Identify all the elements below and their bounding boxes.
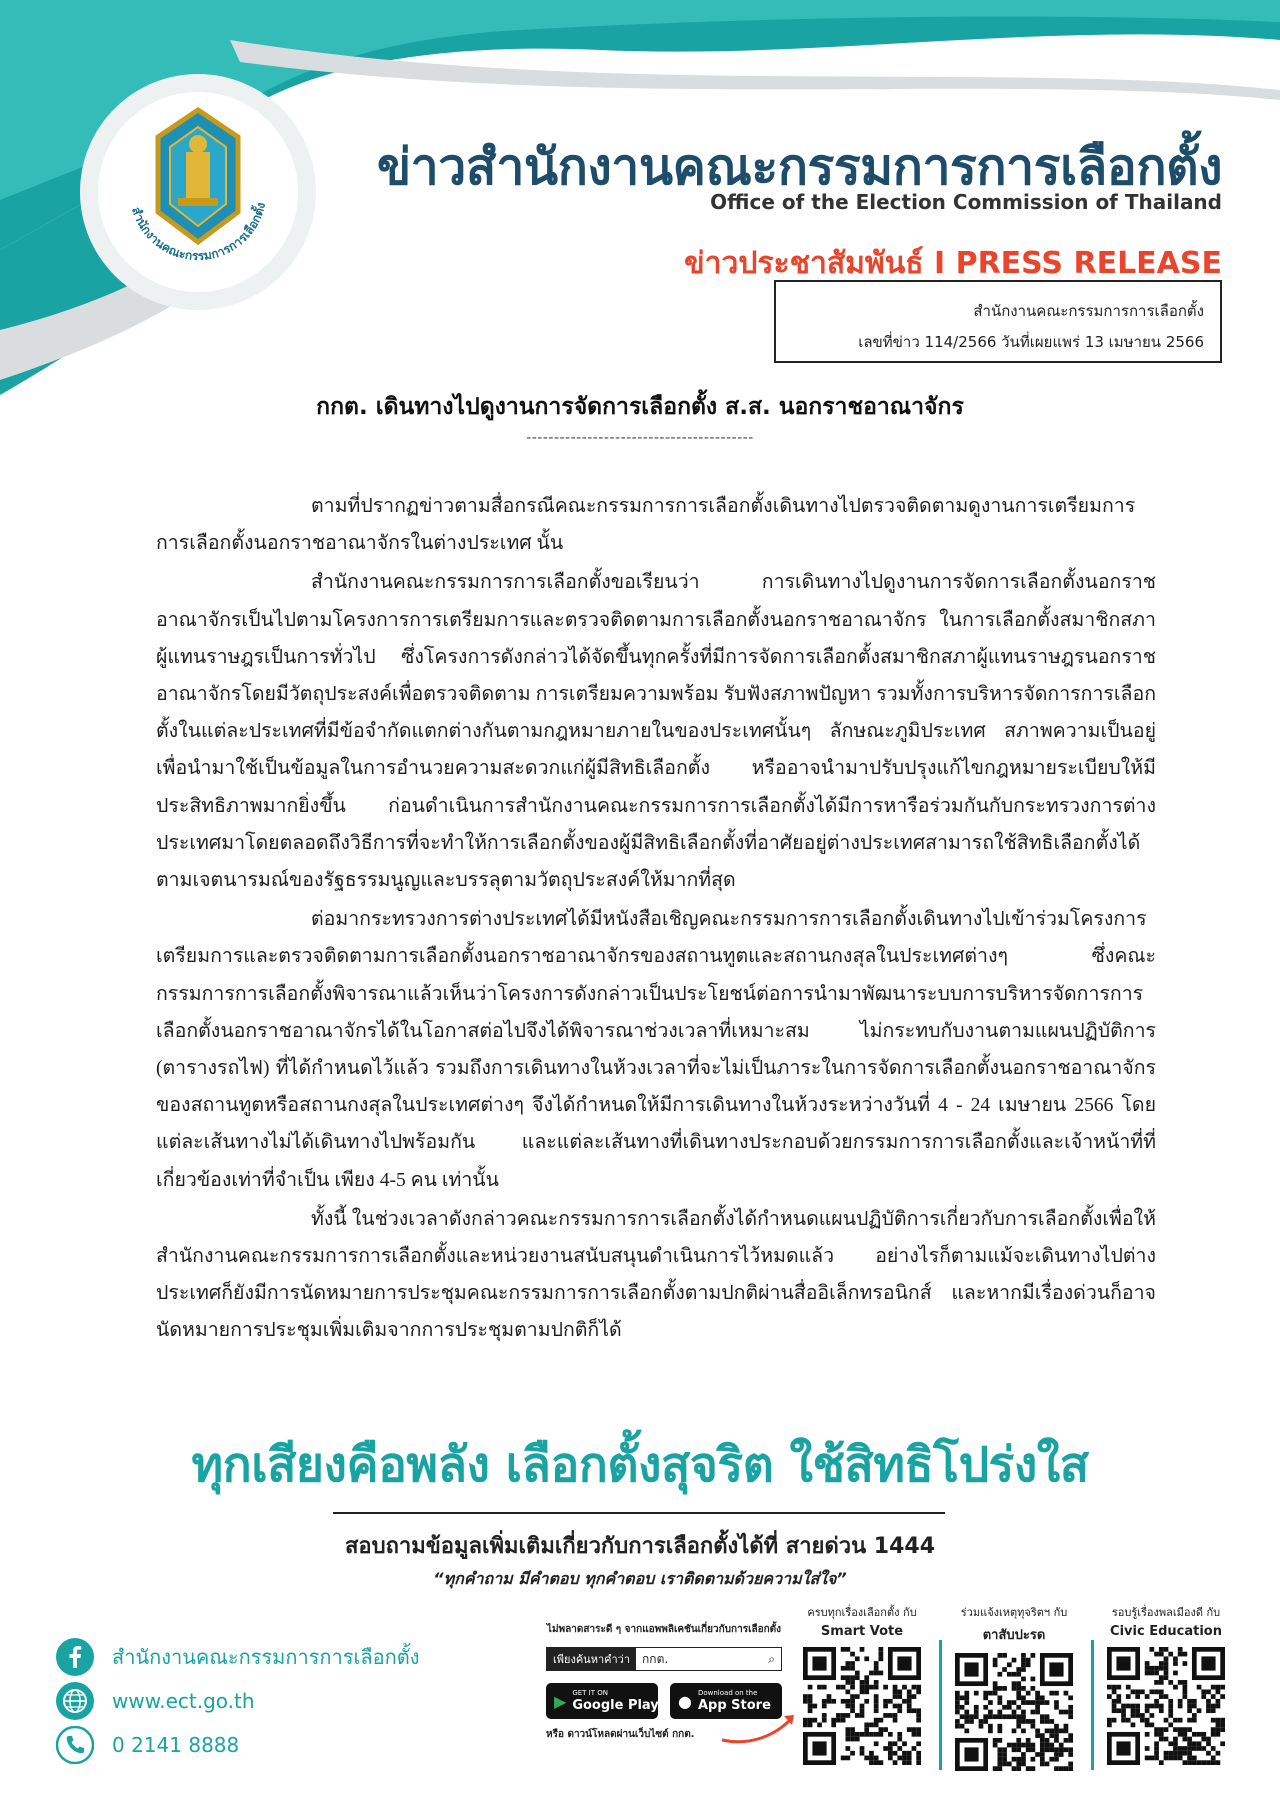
news-headline: กกต. เดินทางไปดูงานการจัดการเลือกตั้ง ส.ส. นอกราชอาณาจักร — [316, 394, 964, 420]
qr-caption: ร่วมแจ้งเหตุทุจริตฯ กับ — [960, 1606, 1068, 1619]
qr-name: Smart Vote — [820, 1624, 904, 1639]
contact-website[interactable] — [56, 1682, 255, 1720]
qr-caption: รอบรู้เรื่องพลเมืองดี กับ — [1111, 1606, 1221, 1619]
google-play-icon: ▶ — [554, 1691, 567, 1711]
header-title-english: Office of the Election Commission of Thailand — [710, 190, 1222, 214]
qr-smart-vote[interactable] — [792, 1603, 932, 1765]
app-store-text: App Store — [697, 1698, 771, 1713]
google-play-text: Google Play — [572, 1698, 659, 1713]
contact-phone[interactable] — [56, 1726, 239, 1764]
contact-text: สำนักงานคณะกรรมการการเลือกตั้ง — [112, 1645, 420, 1669]
release-number-date: เลขที่ข่าว 114/2566 วันที่เผยแพร่ 13 เมษายน 2566 — [858, 333, 1204, 351]
search-icon: ⌕ — [768, 1651, 775, 1666]
service-motto: “ทุกคำถาม มีคำตอบ ทุกคำตอบ เราติดตามด้วยความใส่ใจ” — [433, 1569, 847, 1588]
app-tagline: ไม่พลาดสาระดี ๆ จากแอพพลิเคชันเกี่ยวกับการเลือกตั้ง — [546, 1624, 782, 1635]
google-play-small-text: GET IT ON — [572, 1689, 608, 1697]
contact-text: 0 2141 8888 — [112, 1733, 240, 1757]
app-store-small-text: Download on the — [697, 1689, 758, 1697]
search-field — [636, 1648, 781, 1670]
release-office: สำนักงานคณะกรรมการการเลือกตั้ง — [973, 302, 1204, 320]
qr-divider — [1091, 1640, 1094, 1770]
app-search-bar — [546, 1647, 782, 1671]
phone-icon — [56, 1726, 94, 1764]
qr-name: Civic Education — [1110, 1624, 1222, 1639]
release-info-box — [774, 280, 1222, 363]
seal-ring-text: สำนักงานคณะกรรมการการเลือกตั้ง — [128, 201, 269, 264]
headline-divider: ----------------------------------------- — [526, 430, 754, 446]
press-release-label: ข่าวประชาสัมพันธ์ I PRESS RELEASE — [684, 246, 1222, 281]
body-paragraph: สำนักงานคณะกรรมการการเลือกตั้งขอเรียนว่า การเดินทางไปดูงานการจัดการเลือกตั้งนอกราชอาณาจักรเป็นไปตามโครงการการเตรียมการและตรวจติดตามการเลือกตั้งนอกราชอาณาจักร ในการเลือกตั้งสมาชิกสภาผู้แทนราษฎรเป็นการทั่วไป ซึ่งโครงการดังกล่าวได้จัดขึ้นทุกครั้งที่มีการจัดการเลือกตั้งสมาชิกสภาผู้แทนราษฎรนอกราชอาณาจักรโดยมีวัตถุประสงค์เพื่อตรวจติดตาม การเตรียมความพร้อม รับฟังสภาพปัญหา รวมทั้งการบริหารจัดการการเลือกตั้งในแต่ละประเทศที่มีข้อจำกัดแตกต่างกันตามกฎหมายภายในของประเทศนั้นๆ ลักษณะภูมิประเทศ สภาพความเป็นอยู่เพื่อนำมาใช้เป็นข้อมูลในการอำนวยความสะดวกแก่ผู้มีสิทธิเลือกตั้ง หรืออาจนำมาปรับปรุงแก้ไขกฎหมายระเบียบให้มีประสิทธิภาพมากยิ่งขึ้น ก่อนดำเนินการสำนักงานคณะกรรมการการเลือกตั้งได้มีการหารือร่วมกันกับกระทรวงการต่างประเทศมาโดยตลอดถึงวิธีการที่จะทำให้การเลือกตั้งของผู้มีสิทธิเลือกตั้งที่อาศัยอยู่ต่างประเทศสามารถใช้สิทธิเลือกตั้งได้ตามเจตนารมณ์ของรัฐธรรมนูญและบรรลุตามวัตถุประสงค์ให้มากที่สุด — [156, 572, 1156, 892]
qr-caption: ครบทุกเรื่องเลือกตั้ง กับ — [807, 1606, 917, 1619]
seal-emblem-icon — [98, 92, 298, 292]
hotline-text: สอบถามข้อมูลเพิ่มเติมเกี่ยวกับการเลือกตั้งได้ที่ สายด่วน 1444 — [344, 1534, 936, 1559]
body-paragraph: ทั้งนี้ ในช่วงเวลาดังกล่าวคณะกรรมการการเลือกตั้งได้กำหนดแผนปฏิบัติการเกี่ยวกับการเลือกตั้งเพื่อให้สำนักงานคณะกรรมการการเลือกตั้งและหน่วยงานสนับสนุนดำเนินการไว้หมดแล้ว อย่างไรก็ตามแม้จะเดินทางไปต่างประเทศก็ยังมีการนัดหมายการประชุมคณะกรรมการการเลือกตั้งตามปกติผ่านสื่ออิเล็กทรอนิกส์ และหากมีเรื่องด่วนก็อาจนัดหมายการประชุมเพิ่มเติมจากการประชุมตามปกติก็ได้ — [156, 1208, 1156, 1342]
ect-seal-logo — [98, 92, 298, 292]
body-paragraph: ตามที่ปรากฏข่าวตามสื่อกรณีคณะกรรมการการเลือกตั้งเดินทางไปตรวจติดตามดูงานการเตรียมการการเลือกตั้งนอกราชอาณาจักรในต่างประเทศ นั้น — [156, 496, 1136, 555]
slogan-underline — [333, 1512, 945, 1514]
globe-icon — [56, 1682, 94, 1720]
qr-code-icon — [1107, 1647, 1225, 1765]
news-body — [156, 488, 1156, 1352]
campaign-slogan: ทุกเสียงคือพลัง เลือกตั้งสุจริต ใช้สิทธิโปร่งใส — [191, 1437, 1089, 1493]
qr-code-icon — [955, 1653, 1073, 1771]
facebook-icon — [56, 1638, 94, 1676]
qr-divider — [939, 1640, 942, 1770]
web-download-note: หรือ ดาวน์โหลดผ่านเว็บไซต์ กกต. — [546, 1729, 695, 1740]
contact-facebook[interactable] — [56, 1638, 419, 1676]
search-label: เพียงค้นหาคำว่า — [547, 1648, 636, 1670]
apple-icon: ● — [678, 1691, 692, 1711]
header-title-thai: ข่าวสำนักงานคณะกรรมการการเลือกตั้ง — [376, 138, 1222, 196]
search-value: กกต. — [642, 1651, 669, 1666]
qr-ta-sapparot[interactable] — [944, 1603, 1084, 1771]
qr-code-icon — [803, 1647, 921, 1765]
google-play-badge[interactable] — [546, 1683, 658, 1719]
body-paragraph: ต่อมากระทรวงการต่างประเทศได้มีหนังสือเชิญคณะกรรมการการเลือกตั้งเดินทางไปเข้าร่วมโครงการเตรียมการและตรวจติดตามการเลือกตั้งนอกราชอาณาจักรของสถานทูตและสถานกงสุลในประเทศต่างๆ ซึ่งคณะกรรมการการเลือกตั้งพิจารณาแล้วเห็นว่าโครงการดังกล่าวเป็นประโยชน์ต่อการนำมาพัฒนาระบบการบริหารจัดการการเลือกตั้งนอกราชอาณาจักรได้ในโอกาสต่อไปจึงได้พิจารณาช่วงเวลาที่เหมาะสม ไม่กระทบกับงานตามแผนปฏิบัติการ (ตารางรถไฟ) ที่ได้กำหนดไว้แล้ว รวมถึงการเดินทางในห้วงเวลาที่จะไม่เป็นภาระในการจัดการเลือกตั้งนอกราชอาณาจักรของสถานทูตหรือสถานกงสุลในประเทศต่างๆ จึงได้กำหนดให้มีการเดินทางในห้วงระหว่างวันที่ 4 - 24 เมษายน 2566 โดยแต่ละเส้นทางไม่ได้เดินทางไปพร้อมกัน และแต่ละเส้นทางที่เดินทางประกอบด้วยกรรมการการเลือกตั้งและเจ้าหน้าที่ที่เกี่ยวข้องเท่าที่จำเป็น เพียง 4-5 คน เท่านั้น — [156, 909, 1156, 1191]
contact-text: www.ect.go.th — [112, 1689, 255, 1713]
qr-civic-education[interactable] — [1096, 1603, 1236, 1765]
red-arrow-icon — [720, 1706, 800, 1746]
qr-name: ตาสับปะรด — [982, 1628, 1046, 1643]
